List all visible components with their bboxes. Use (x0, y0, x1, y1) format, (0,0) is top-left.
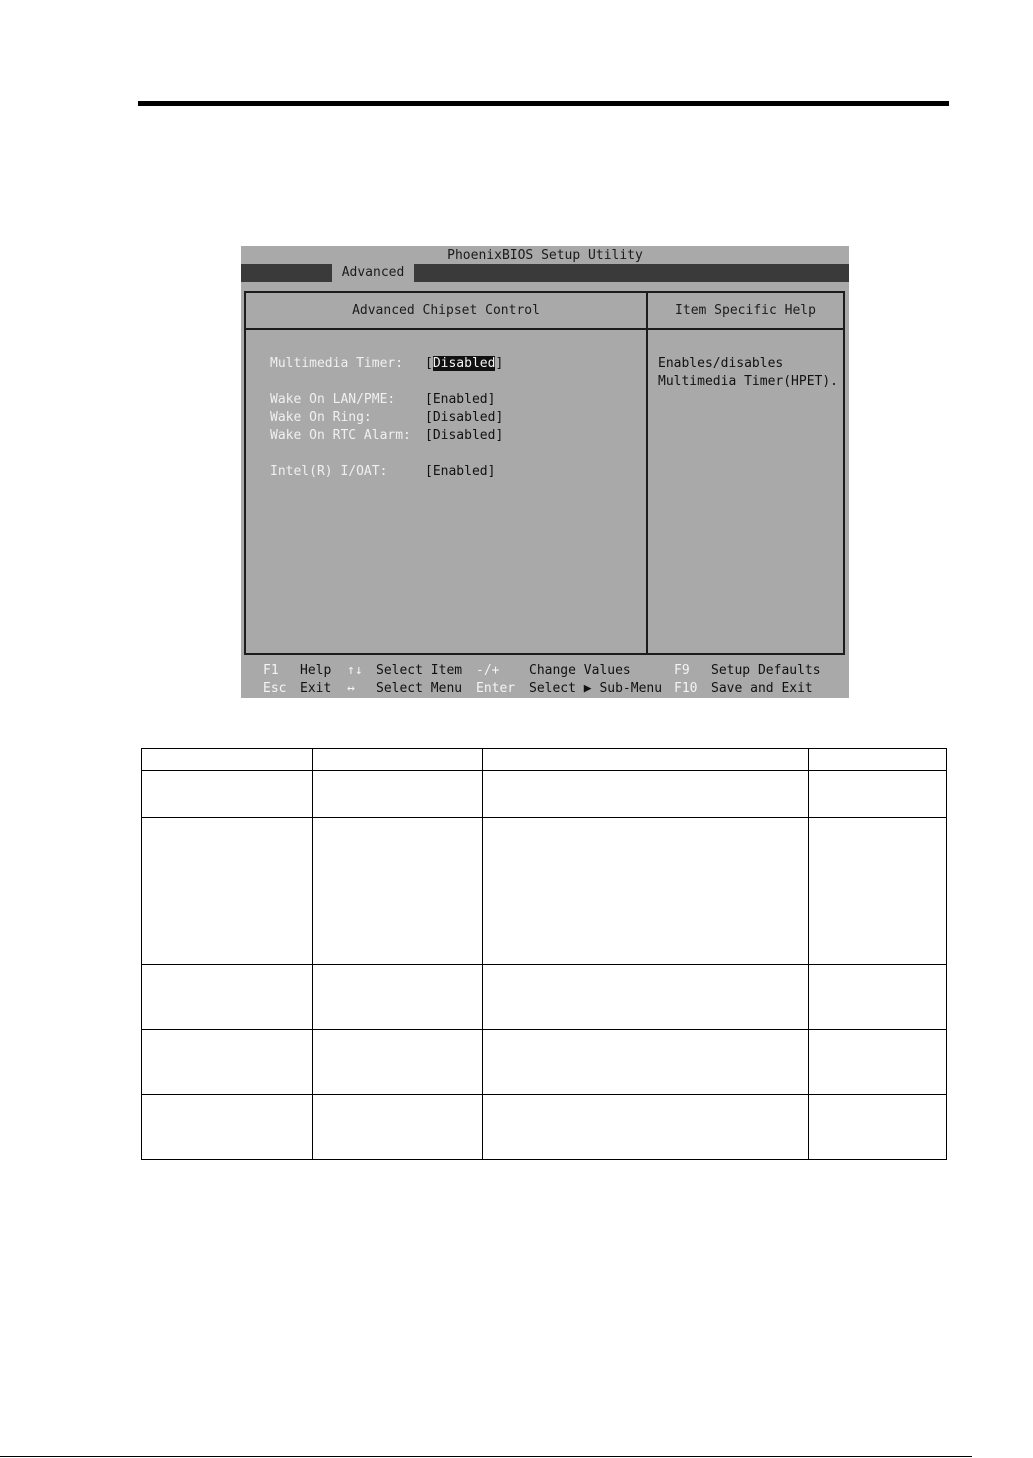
key-left-right: ↔ (347, 681, 355, 696)
setting-wake-on-rtc-alarm[interactable] (270, 427, 630, 445)
table-header-cell (483, 749, 809, 771)
bios-title: PhoenixBIOS Setup Utility (241, 246, 849, 264)
key-minus-plus: -/+ (476, 663, 500, 678)
help-title: Item Specific Help (675, 303, 816, 318)
table-cell (809, 965, 947, 1030)
setting-label: Wake On LAN/PME: (270, 392, 396, 407)
table-cell (313, 818, 483, 965)
setting-label: Intel(R) I/OAT: (270, 464, 388, 479)
key-f1: F1 (263, 663, 279, 678)
table-cell (313, 771, 483, 818)
key-action-change-values: Change Values (529, 663, 631, 678)
key-action-select-item: Select Item (376, 663, 463, 678)
table-cell (483, 818, 809, 965)
settings-table (141, 748, 947, 1160)
setting-value[interactable]: [Enabled] (425, 392, 496, 407)
panel-title: Advanced Chipset Control (352, 303, 540, 318)
menu-tab-advanced[interactable]: Advanced (332, 264, 414, 282)
setting-label: Wake On RTC Alarm: (270, 428, 411, 443)
table-cell (142, 1095, 313, 1160)
key-action-exit: Exit (300, 681, 332, 696)
table-cell (142, 818, 313, 965)
table-cell (313, 1095, 483, 1160)
key-action-help: Help (300, 663, 332, 678)
setting-value-text[interactable]: Disabled (432, 428, 496, 443)
bios-screenshot (241, 246, 849, 698)
bios-main-panel (244, 291, 845, 655)
setting-value[interactable]: [Enabled] (425, 464, 496, 479)
page-bottom-rule (0, 1456, 972, 1457)
key-action-setup-defaults: Setup Defaults (711, 663, 821, 678)
setting-value-text[interactable]: Enabled (432, 392, 488, 407)
setting-wake-on-ring[interactable] (270, 409, 630, 427)
setting-label: Multimedia Timer: (270, 356, 404, 371)
setting-value[interactable]: [Disabled] (425, 356, 504, 371)
setting-multimedia-timer[interactable] (270, 355, 630, 373)
table-row (142, 1095, 947, 1160)
table-cell (483, 1095, 809, 1160)
table-cell (142, 771, 313, 818)
help-text: Enables/disables Multimedia Timer(HPET). (658, 356, 839, 389)
table-cell (809, 771, 947, 818)
key-enter: Enter (476, 681, 516, 696)
table-header-cell (313, 749, 483, 771)
key-f10: F10 (674, 681, 698, 696)
table-row (142, 771, 947, 818)
table-cell (809, 1030, 947, 1095)
table-header-cell (809, 749, 947, 771)
table-row (142, 1030, 947, 1095)
setting-value-text[interactable]: Disabled (432, 410, 496, 425)
key-action-select-submenu: Select ▶ Sub-Menu (529, 681, 663, 696)
table-cell (809, 818, 947, 965)
setting-value[interactable]: [Disabled] (425, 428, 504, 443)
table-header-cell (142, 749, 313, 771)
table-cell (142, 1030, 313, 1095)
table-cell (313, 1030, 483, 1095)
table-cell (809, 1095, 947, 1160)
key-action-save-and-exit: Save and Exit (711, 681, 813, 696)
key-f9: F9 (674, 663, 690, 678)
table-row (142, 965, 947, 1030)
table-row (142, 818, 947, 965)
table-header-row (142, 749, 947, 771)
setting-intel-ioat[interactable] (270, 463, 630, 481)
bios-menubar (241, 264, 849, 282)
table-cell (483, 1030, 809, 1095)
table-cell (142, 965, 313, 1030)
key-action-select-menu: Select Menu (376, 681, 463, 696)
key-up-down: ↑↓ (347, 663, 363, 678)
table-cell (483, 965, 809, 1030)
table-cell (483, 771, 809, 818)
setting-wake-on-lan[interactable] (270, 391, 630, 409)
panel-divider-vertical (646, 293, 648, 653)
panel-divider-horizontal (246, 328, 843, 330)
setting-value[interactable]: [Disabled] (425, 410, 504, 425)
page-top-rule (138, 101, 949, 106)
setting-value-text[interactable]: Disabled (432, 356, 496, 371)
setting-label: Wake On Ring: (270, 410, 372, 425)
bios-statusbar (241, 662, 849, 698)
setting-value-text[interactable]: Enabled (432, 464, 488, 479)
key-esc: Esc (263, 681, 287, 696)
table-cell (313, 965, 483, 1030)
